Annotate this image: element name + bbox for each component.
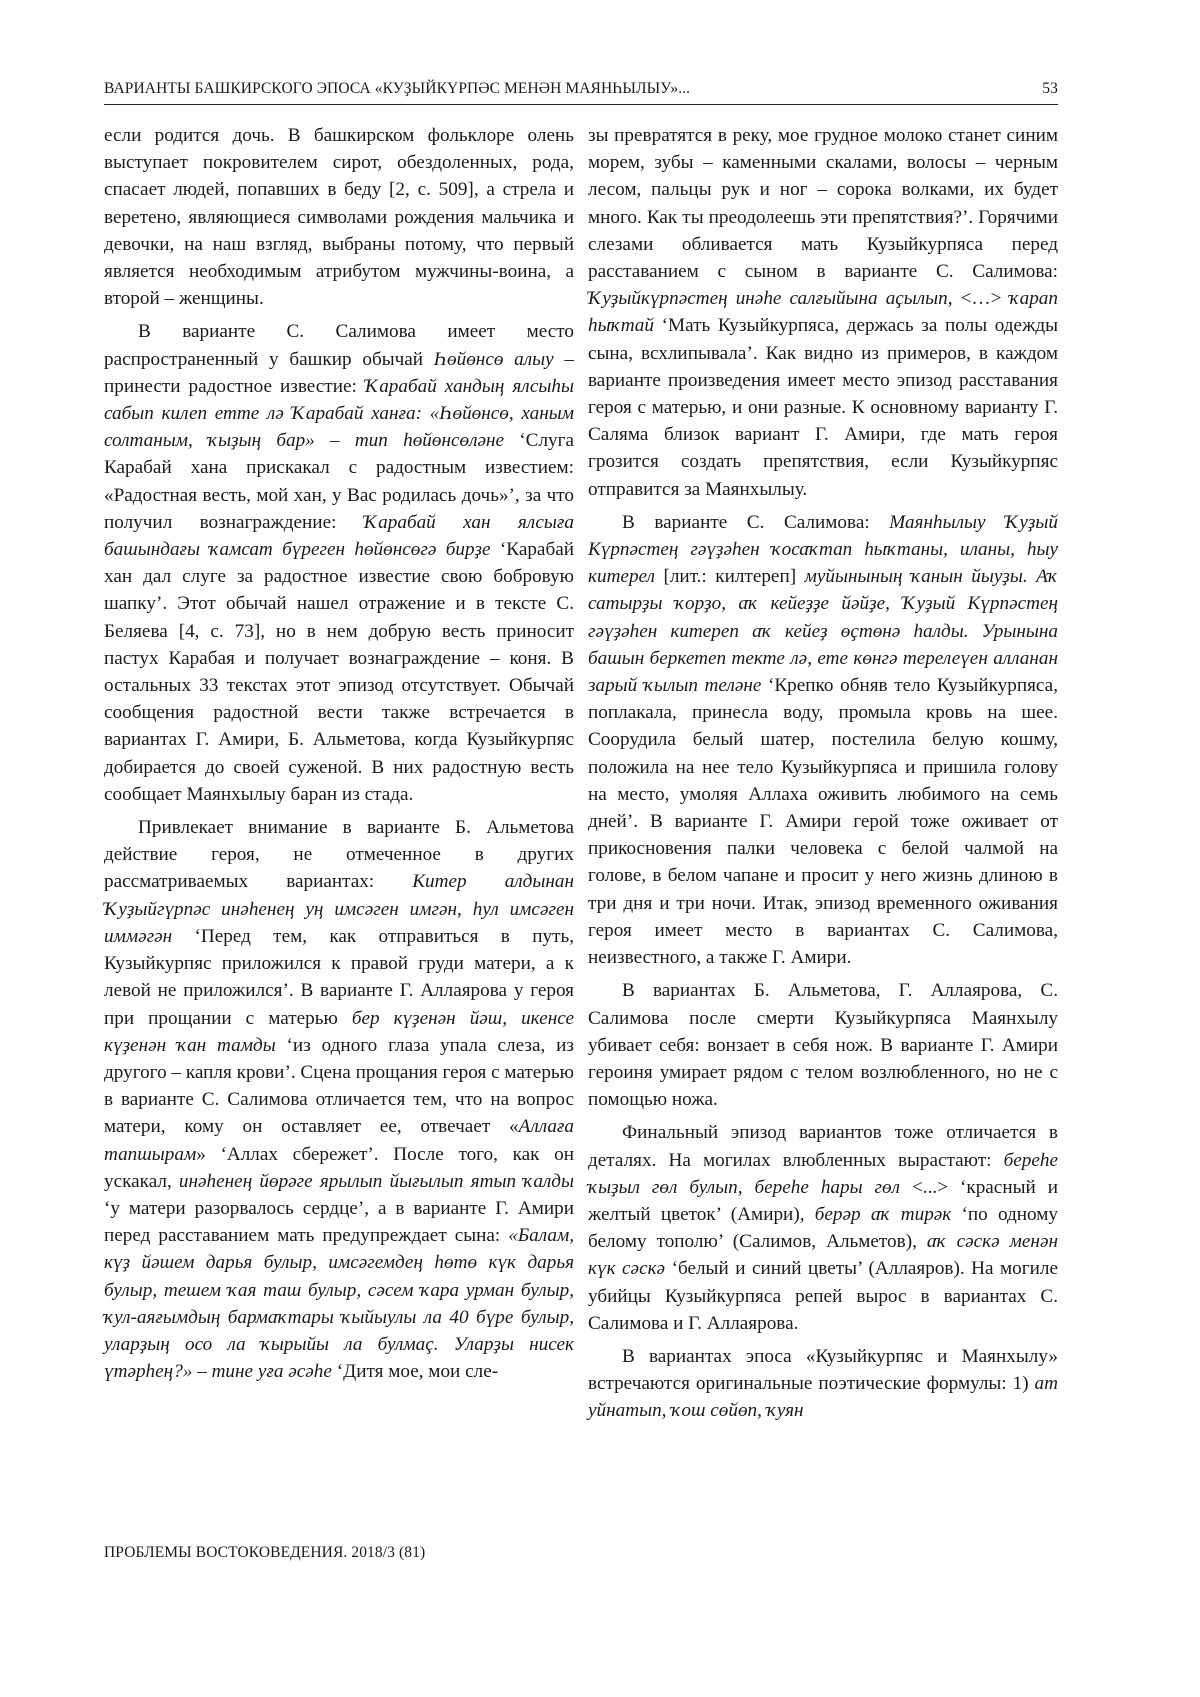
text-run: зы превратятся в реку, мое грудное молоко станет синим морем, зубы – каменными скалами, волосы – черным лесом, пальцы рук и ног – сорока волками, их будет много. Как ты преодолеешь эти препятствия?’. Горячими слезами обливается мать Кузыйкурпяса перед расставанием с сыном в варианте С. Салимова: bbox=[588, 125, 1058, 283]
text-run: В вариантах эпоса «Кузыйкурпяс и Маянхылу» встречаются оригинальные поэтические формулы: 1) bbox=[588, 1345, 1058, 1395]
bashkir-quote: ат уйнатып, ҡош сөйөп, ҡуян bbox=[588, 1373, 1058, 1422]
bashkir-quote: Китер алдынан Ҡуҙыйгүрпәс инәһенең уң имсәген имгән, һул имсәген иммәгән bbox=[104, 871, 574, 947]
text-run: Финальный эпизод вариантов тоже отличается в деталях. На могилах влюбленных вырастают: bbox=[588, 1122, 1058, 1171]
paragraph bbox=[104, 814, 574, 1385]
page-number: 53 bbox=[1042, 80, 1058, 97]
text-run: ‘у матери разорвалось сердце’, а в варианте Г. Амири перед расставанием мать предупреждает сына: bbox=[104, 1197, 574, 1247]
text-run: В варианте С. Салимова имеет место распространенный у башкир обычай bbox=[104, 321, 574, 370]
text-run: [лит.: килтереп] bbox=[654, 566, 805, 588]
text-run: В вариантах Б. Альметова, Г. Аллаярова, С. Салимова после смерти Кузыйкурпяса Маянхылу убивает себя: вонзает в себя нож. В варианте Г. Амири героиня умирает рядом с телом возлюбленного, но не с помощью ножа. bbox=[588, 980, 1058, 1111]
text-run: ‘из одного глаза упала слеза, из другого – капля крови’. Сцена прощания героя с матерью в варианте С. Салимова отличается тем, что на вопрос матери, кому он оставляет ее, отвечает « bbox=[104, 1034, 575, 1138]
bashkir-quote: бер күҙенән йәш, икенсе күҙенән ҡан тамды bbox=[104, 1007, 574, 1056]
text-run: » ‘Аллах сбережет’. После того, как он ускакал, bbox=[104, 1143, 574, 1192]
bashkir-quote: муйынының ҡанын йыуҙы. Аҡ сатырҙы ҡорҙо, аҡ кейеҙҙе йәйҙе, Ҡуҙый Күрпәстең гәүҙәһен китереп аҡ кейеҙ өҫтөнә һалды. Урынына башын беркетеп текте лә, ете көнгә терелеүен алланан зарый ҡылып теләне bbox=[588, 566, 1058, 697]
text-run: если родится дочь. В башкирском фольклоре олень выступает покровителем сирот, обездоленных, рода, спасает людей, попавших в беду [2, с. 509], а стрела и веретено, являющиеся символами рождения мальчика и девочки, на наш взгляд, выбраны потому, что первый является необходимым атрибутом мужчины-воина, а второй – женщины. bbox=[104, 125, 574, 310]
bashkir-quote: тип һөйөнсөләне bbox=[354, 430, 505, 452]
running-title: ВАРИАНТЫ БАШКИРСКОГО ЭПОСА «КУҘЫЙКҮРПӘС МЕНӘН МАЯНҺЫЛЫУ»... bbox=[104, 80, 691, 97]
bashkir-quote: тине уға әсәһе bbox=[211, 1361, 332, 1383]
bashkir-quote: берәр аҡ тирәк bbox=[814, 1203, 952, 1225]
text-run: В варианте С. Салимова: bbox=[622, 511, 890, 533]
paragraph bbox=[104, 318, 574, 808]
paragraph bbox=[588, 1119, 1058, 1337]
text-run: <…> bbox=[952, 288, 1010, 310]
journal-footer: ПРОБЛЕМЫ ВОСТОКОВЕДЕНИЯ. 2018/3 (81) bbox=[104, 1544, 426, 1561]
text-run: <...> ‘красный и желтый цветок’ (Амири), bbox=[588, 1176, 1058, 1225]
bashkir-quote: Аллаға тапшырам bbox=[104, 1116, 574, 1165]
bashkir-quote: инәһенең йөрәге ярылып йығылып ятып ҡалды bbox=[178, 1170, 574, 1192]
bashkir-quote: ҡарап һыҡтай bbox=[588, 288, 1058, 337]
paragraph bbox=[588, 122, 1058, 503]
bashkir-quote: Ҡарабай хан ялсыға башындағы ҡамсат бүреген һөйөнсөгә бирҙе bbox=[104, 511, 574, 561]
paragraph bbox=[588, 509, 1058, 971]
text-run: ‘Крепко обняв тело Кузыйкурпяса, поплакала, принесла воду, промыла кровь на шее. Соорудила белый шатер, постелила белую кошму, положила на нее тело Кузыйкурпяса и пришила голову на место, умоляя Аллаха оживить любимого на семь дней’. В варианте Г. Амири герой тоже оживает от прикосновения палки человека с белой чалмой на голове, в белом чапане и просит у него жизнь длиною в три дня и три ночи. Итак, эпизод временного оживания героя имеет место в вариантах С. Салимова, неизвестного, а также Г. Амири. bbox=[588, 675, 1058, 969]
bashkir-quote: береһе ҡыҙыл гөл булып, береһе һары гөл bbox=[588, 1149, 1058, 1198]
text-run: ‘Перед тем, как отправиться в путь, Кузыйкурпяс приложился к правой груди матери, а к левой не приложился’. В варианте Г. Аллаярова у героя при прощании с матерью bbox=[104, 925, 574, 1029]
text-run: ‘по одному белому тополю’ (Салимов, Альметов), bbox=[588, 1203, 1058, 1253]
paragraph bbox=[588, 977, 1058, 1113]
text-run: ‘Карабай хан дал слуге за радостное известие свою бобровую шапку’. Этот обычай нашел отражение и в тексте С. Беляева [4, с. 73], но в нем добрую весть приносит пастух Карабая и получает вознаграждение – коня. В остальных 33 текстах этот эпизод отсутствует. Обычай сообщения радостной вести также встречается в вариантах Г. Амири, Б. Альметова, когда Кузыйкурпяс добирается до своей суженой. В них радостную весть сообщает Маянхылыу баран из стада. bbox=[104, 539, 574, 805]
bashkir-quote: Маянһылыу Ҡуҙый Күрпәстең гәүҙәһен ҡосаҡтап һыҡтаны, иланы, һыу китерел bbox=[588, 511, 1058, 588]
paragraph bbox=[588, 1343, 1058, 1425]
bashkir-quote: Һөйөнсө алыу bbox=[433, 348, 554, 370]
text-run: – bbox=[192, 1361, 212, 1383]
text-run: ‘Дитя мое, мои сле- bbox=[331, 1361, 499, 1383]
text-run: – принести радостное известие: bbox=[104, 348, 574, 397]
bashkir-quote: Ҡуҙыйкүрпәстең инәһе салғыйына аҫылып, bbox=[588, 288, 953, 310]
paragraph bbox=[104, 122, 574, 312]
right-column bbox=[588, 122, 1058, 1425]
text-run: Привлекает внимание в варианте Б. Альметова действие героя, не отмеченное в других рассматриваемых вариантах: bbox=[104, 817, 574, 893]
running-header bbox=[104, 76, 1058, 105]
text-run: ‘Слуга Карабай хана прискакал с радостным известием: «Радостная весть, мой хан, у Вас родилась дочь»’, за что получил вознаграждение: bbox=[104, 430, 575, 533]
bashkir-quote: Ҡарабай хандың ялсыһы сабып килеп етте лә Ҡарабай ханға: «Һөйөнсө, ханым солтаным, ҡыҙың бар» bbox=[104, 375, 575, 452]
bashkir-quote: «Балам, күҙ йәшем дарья булыр, имсәгемдең һөтө күк дарья булыр, тешем ҡая таш булыр, сәсем ҡара урман булыр, ҡул-аяғымдың бармаҡтары ҡыйыулы ла 40 бүре булыр, уларҙың осо ла ҡырыйы ла булмаç. Уларҙы нисек үтәрһең?» bbox=[104, 1225, 574, 1383]
text-run: ‘белый и синий цветы’ (Аллаяров). На могиле убийцы Кузыйкурпяса репей вырос в вариантах С. Салимова и Г. Аллаярова. bbox=[588, 1258, 1058, 1334]
text-run: ‘Мать Кузыйкурпяса, держась за полы одежды сына, всхлипывала’. Как видно из примеров, в каждом варианте произведения имеет место эпизод расставания героя с матерью, и они разные. К основному варианту Г. Саляма близок вариант Г. Амири, где мать героя грозится создать препятствия, если Кузыйкурпяс отправится за Маянхылыу. bbox=[588, 315, 1058, 500]
text-run: – bbox=[314, 430, 355, 452]
bashkir-quote: аҡ сәскә менән күк сәскә bbox=[588, 1231, 1058, 1280]
left-column bbox=[104, 122, 574, 1385]
